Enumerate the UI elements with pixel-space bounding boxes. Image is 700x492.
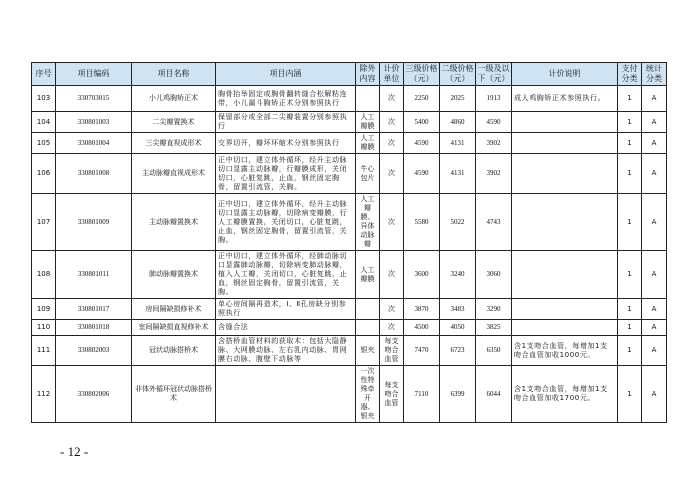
project-content-cell: 交界切开，瓣环环缩术分别参照执行 bbox=[216, 133, 356, 154]
header-cell: 一级及以下（元） bbox=[476, 63, 512, 86]
price-level-1-cell: 1913 bbox=[476, 86, 512, 112]
excluded-content-cell: 人工瓣膜、异体动脉瓣 bbox=[356, 194, 380, 251]
project-name-cell: 二尖瓣置换术 bbox=[132, 112, 216, 133]
price-level-3-cell: 4590 bbox=[404, 154, 440, 194]
excluded-content-cell: 牛心包片 bbox=[356, 154, 380, 194]
row-number-cell: 110 bbox=[32, 320, 56, 336]
price-level-2-cell: 4131 bbox=[440, 133, 476, 154]
price-level-3-cell: 3870 bbox=[404, 299, 440, 320]
header-cell: 计价说明 bbox=[512, 63, 618, 86]
price-level-3-cell: 5400 bbox=[404, 112, 440, 133]
pricing-note-cell bbox=[512, 154, 618, 194]
row-number-cell: 111 bbox=[32, 336, 56, 366]
statistic-class-cell: A bbox=[642, 320, 667, 336]
payment-class-cell: 1 bbox=[618, 133, 642, 154]
project-code-cell: 330801003 bbox=[56, 112, 132, 133]
statistic-class-cell: A bbox=[642, 112, 667, 133]
payment-class-cell: 1 bbox=[618, 366, 642, 423]
statistic-class-cell: A bbox=[642, 154, 667, 194]
price-level-3-cell: 7110 bbox=[404, 366, 440, 423]
pricing-note-cell bbox=[512, 251, 618, 299]
excluded-content-cell bbox=[356, 320, 380, 336]
payment-class-cell: 1 bbox=[618, 86, 642, 112]
pricing-unit-cell: 次 bbox=[380, 299, 404, 320]
project-code-cell: 330801008 bbox=[56, 154, 132, 194]
project-code-cell: 330703015 bbox=[56, 86, 132, 112]
price-level-1-cell: 3902 bbox=[476, 133, 512, 154]
project-content-cell: 保留部分或全部二尖瓣装置分别参照执行 bbox=[216, 112, 356, 133]
price-level-3-cell: 4500 bbox=[404, 320, 440, 336]
table-row bbox=[32, 320, 667, 336]
project-name-cell: 房间隔缺损修补术 bbox=[132, 299, 216, 320]
price-level-2-cell: 3483 bbox=[440, 299, 476, 320]
excluded-content-cell: 银夹 bbox=[356, 336, 380, 366]
project-name-cell: 小儿鸡胸矫正术 bbox=[132, 86, 216, 112]
statistic-class-cell: A bbox=[642, 251, 667, 299]
price-level-2-cell: 4860 bbox=[440, 112, 476, 133]
project-content-cell: 含搭桥血管材料的获取术：包括大隐静脉、大网膜动脉、左右乳内动脉、胃网膜右动脉、腹壁下动脉等 bbox=[216, 336, 356, 366]
table-row bbox=[32, 112, 667, 133]
price-level-2-cell: 6723 bbox=[440, 336, 476, 366]
price-level-2-cell: 2025 bbox=[440, 86, 476, 112]
price-level-2-cell: 5022 bbox=[440, 194, 476, 251]
header-cell: 序号 bbox=[32, 63, 56, 86]
price-level-2-cell: 4131 bbox=[440, 154, 476, 194]
table-body bbox=[32, 86, 667, 423]
pricing-unit-cell: 次 bbox=[380, 194, 404, 251]
price-level-1-cell: 6350 bbox=[476, 336, 512, 366]
project-content-cell: 正中切口，建立体外循环，经升主动脉切口显露主动脉瓣，行瓣膜成形，关闭切口，心脏复跳，止血，钢丝固定胸骨，留置引流管，关胸。 bbox=[216, 154, 356, 194]
payment-class-cell: 1 bbox=[618, 154, 642, 194]
row-number-cell: 105 bbox=[32, 133, 56, 154]
project-content-cell: 正中切口，建立体外循环，经肺动脉切口显露肺动脉瓣，切除病变肺动脉瓣，植入人工瓣，关闭切口，心脏复跳，止血，钢丝固定胸骨，留置引流管，关胸。 bbox=[216, 251, 356, 299]
pricing-unit-cell: 每支吻合血管 bbox=[380, 366, 404, 423]
header-cell: 计价单位 bbox=[380, 63, 404, 86]
project-name-cell: 主动脉瓣直视成形术 bbox=[132, 154, 216, 194]
project-code-cell: 330801017 bbox=[56, 299, 132, 320]
row-number-cell: 104 bbox=[32, 112, 56, 133]
fee-table bbox=[31, 62, 667, 423]
project-name-cell: 冠状动脉搭桥术 bbox=[132, 336, 216, 366]
row-number-cell: 108 bbox=[32, 251, 56, 299]
price-level-3-cell: 2250 bbox=[404, 86, 440, 112]
row-number-cell: 109 bbox=[32, 299, 56, 320]
price-level-3-cell: 5580 bbox=[404, 194, 440, 251]
pricing-note-cell bbox=[512, 320, 618, 336]
payment-class-cell: 1 bbox=[618, 112, 642, 133]
statistic-class-cell: A bbox=[642, 133, 667, 154]
project-content-cell: 胸骨抬举固定或胸骨翻转缝合松解粘连带，小儿漏斗胸矫正术分别参照执行 bbox=[216, 86, 356, 112]
price-level-1-cell: 3825 bbox=[476, 320, 512, 336]
price-level-1-cell: 4743 bbox=[476, 194, 512, 251]
pricing-unit-cell: 次 bbox=[380, 154, 404, 194]
pricing-note-cell: 成人鸡胸矫正术参照执行。 bbox=[512, 86, 618, 112]
project-code-cell: 330802006 bbox=[56, 366, 132, 423]
pricing-unit-cell: 次 bbox=[380, 251, 404, 299]
project-code-cell: 330801009 bbox=[56, 194, 132, 251]
pricing-unit-cell: 次 bbox=[380, 112, 404, 133]
price-level-1-cell: 3290 bbox=[476, 299, 512, 320]
price-level-1-cell: 3060 bbox=[476, 251, 512, 299]
header-row bbox=[32, 63, 667, 86]
excluded-content-cell: 人工瓣膜 bbox=[356, 133, 380, 154]
project-code-cell: 330802003 bbox=[56, 336, 132, 366]
header-cell: 项目编码 bbox=[56, 63, 132, 86]
pricing-unit-cell: 次 bbox=[380, 320, 404, 336]
table-row bbox=[32, 86, 667, 112]
excluded-content-cell: 人工瓣膜 bbox=[356, 112, 380, 133]
project-name-cell: 三尖瓣直视成形术 bbox=[132, 133, 216, 154]
pricing-note-cell bbox=[512, 112, 618, 133]
pricing-note-cell bbox=[512, 133, 618, 154]
pricing-unit-cell: 次 bbox=[380, 133, 404, 154]
project-content-cell: 含缝合法 bbox=[216, 320, 356, 336]
statistic-class-cell: A bbox=[642, 194, 667, 251]
pricing-note-cell bbox=[512, 299, 618, 320]
pricing-note-cell bbox=[512, 194, 618, 251]
row-number-cell: 107 bbox=[32, 194, 56, 251]
page-number: - 12 - bbox=[60, 444, 89, 459]
row-number-cell: 103 bbox=[32, 86, 56, 112]
price-level-1-cell: 4590 bbox=[476, 112, 512, 133]
payment-class-cell: 1 bbox=[618, 299, 642, 320]
header-cell: 统计分类 bbox=[642, 63, 667, 86]
payment-class-cell: 1 bbox=[618, 336, 642, 366]
price-level-1-cell: 3902 bbox=[476, 154, 512, 194]
statistic-class-cell: A bbox=[642, 299, 667, 320]
pricing-unit-cell: 次 bbox=[380, 86, 404, 112]
header-cell: 三级价格（元） bbox=[404, 63, 440, 86]
table-row bbox=[32, 154, 667, 194]
project-code-cell: 330801011 bbox=[56, 251, 132, 299]
header-cell: 二级价格（元） bbox=[440, 63, 476, 86]
table-row bbox=[32, 133, 667, 154]
statistic-class-cell: A bbox=[642, 336, 667, 366]
table-row bbox=[32, 366, 667, 423]
price-level-2-cell: 6399 bbox=[440, 366, 476, 423]
project-content-cell bbox=[216, 366, 356, 423]
pricing-note-cell: 含1支吻合血管，每增加1支吻合血管加收1000元。 bbox=[512, 336, 618, 366]
payment-class-cell: 1 bbox=[618, 194, 642, 251]
payment-class-cell: 1 bbox=[618, 320, 642, 336]
price-level-1-cell: 6044 bbox=[476, 366, 512, 423]
statistic-class-cell: A bbox=[642, 86, 667, 112]
payment-class-cell: 1 bbox=[618, 251, 642, 299]
table-row bbox=[32, 336, 667, 366]
statistic-class-cell: A bbox=[642, 366, 667, 423]
project-code-cell: 330801004 bbox=[56, 133, 132, 154]
project-content-cell: 正中切口，建立体外循环，经升主动脉切口显露主动脉瓣，切除病变瓣膜，行人工瓣膜置换，关闭切口，心脏复跳，止血，钢丝固定胸骨，留置引流管，关胸。 bbox=[216, 194, 356, 251]
header-cell: 支付分类 bbox=[618, 63, 642, 86]
table-row bbox=[32, 251, 667, 299]
table-row bbox=[32, 194, 667, 251]
project-code-cell: 330801018 bbox=[56, 320, 132, 336]
price-level-3-cell: 3600 bbox=[404, 251, 440, 299]
price-level-3-cell: 4590 bbox=[404, 133, 440, 154]
project-content-cell: 单心房间隔再造术，Ⅰ、Ⅱ孔房缺分别参照执行 bbox=[216, 299, 356, 320]
project-name-cell: 主动脉瓣置换术 bbox=[132, 194, 216, 251]
price-level-2-cell: 3240 bbox=[440, 251, 476, 299]
table-row bbox=[32, 299, 667, 320]
header-cell: 项目内涵 bbox=[216, 63, 356, 86]
excluded-content-cell bbox=[356, 86, 380, 112]
price-level-2-cell: 4050 bbox=[440, 320, 476, 336]
pricing-note-cell: 含1支吻合血管，每增加1支吻合血管加收1700元。 bbox=[512, 366, 618, 423]
header-cell: 项目名称 bbox=[132, 63, 216, 86]
row-number-cell: 106 bbox=[32, 154, 56, 194]
excluded-content-cell bbox=[356, 299, 380, 320]
excluded-content-cell: 一次性特殊牵开器、银夹 bbox=[356, 366, 380, 423]
project-name-cell: 室间隔缺损直视修补术 bbox=[132, 320, 216, 336]
price-level-3-cell: 7470 bbox=[404, 336, 440, 366]
pricing-unit-cell: 每支吻合血管 bbox=[380, 336, 404, 366]
excluded-content-cell: 人工瓣膜 bbox=[356, 251, 380, 299]
row-number-cell: 112 bbox=[32, 366, 56, 423]
project-name-cell: 非体外循环冠状动脉搭桥术 bbox=[132, 366, 216, 423]
project-name-cell: 肺动脉瓣置换术 bbox=[132, 251, 216, 299]
header-cell: 除外内容 bbox=[356, 63, 380, 86]
